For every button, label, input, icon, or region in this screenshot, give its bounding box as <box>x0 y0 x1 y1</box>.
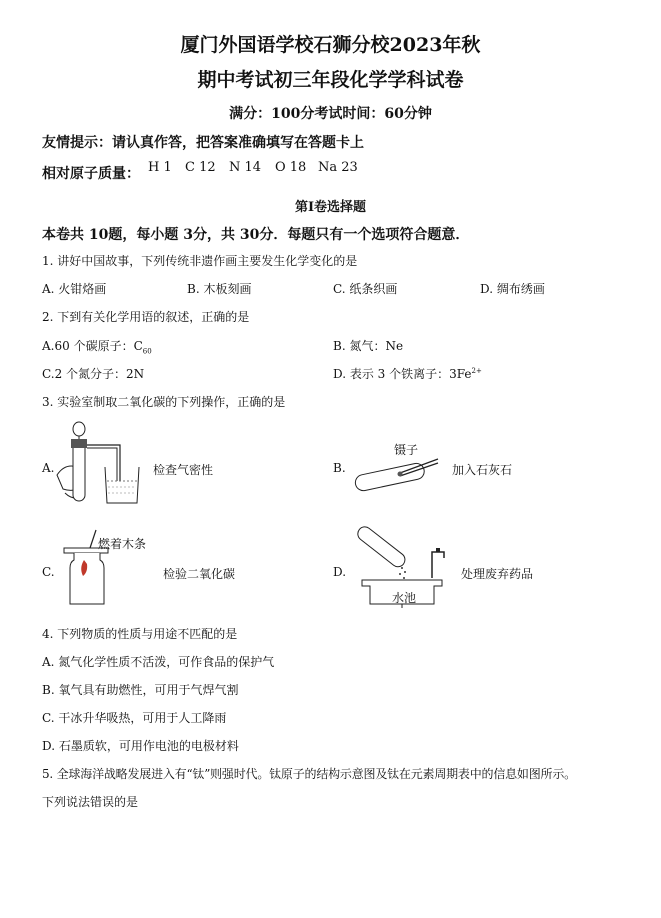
q3-option-a-label: 检查气密性 <box>153 463 214 477</box>
q3-option-d-letter: D. <box>333 565 347 579</box>
q3-option-b-label: 加入石灰石 <box>452 463 513 477</box>
exam-title-line1: 厦门外国语学校石狮分校2023年秋 <box>180 34 481 56</box>
q3-option-d-label: 处理废弃药品 <box>461 567 534 581</box>
exam-title-line2: 期中考试初三年段化学学科试卷 <box>197 69 464 91</box>
q1-option-d: D. 绸布绣画 <box>480 282 545 296</box>
sink-label: 水池 <box>392 591 417 605</box>
q3-option-a-letter: A. <box>42 461 55 475</box>
atomic-mass-c: C 12 <box>185 160 216 175</box>
q2-option-a: A.60 个碳原子：$C_{60}$ <box>42 339 152 356</box>
q1-option-b: B. 木板刻画 <box>187 282 252 296</box>
q3-stem: 3. 实验室制取二氧化碳的下列操作，正确的是 <box>42 395 286 409</box>
section-title: 第Ⅰ卷选择题 <box>294 200 367 215</box>
q2-option-b: B. 氮气：Ne <box>333 339 404 353</box>
q4-option-b: B. 氧气具有助燃性，可用于气焊气割 <box>42 683 239 697</box>
q4-option-c: C. 干冰升华吸热，可用于人工降雨 <box>42 711 227 725</box>
q2-option-c: C.2 个氮分子：2N <box>42 367 145 381</box>
atomic-mass-o: O 18 <box>275 160 307 175</box>
q2-stem: 2. 下到有关化学用语的叙述，正确的是 <box>42 310 250 324</box>
atomic-mass-label: 相对原子质量： <box>42 166 140 182</box>
q1-option-c: C. 纸条织画 <box>333 282 398 296</box>
q3-option-c-label: 检验二氧化碳 <box>163 567 236 581</box>
score-time: 满分：100分考试时间：60分钟 <box>229 106 432 122</box>
reminder: 友情提示：请认真作答，把答案准确填写在答题卡上 <box>42 135 364 151</box>
q3-option-b-letter: B. <box>333 461 346 475</box>
atomic-mass-row <box>42 163 140 183</box>
atomic-mass-h: H 1 <box>148 160 172 175</box>
atomic-mass-n: N 14 <box>229 160 262 175</box>
q5-stem-line2: 下列说法错误的是 <box>42 795 139 809</box>
q3-option-c-letter: C. <box>42 565 55 579</box>
q5-stem-line1: 5. 全球海洋战略发展进入有“钛”则强时代。钛原子的结构示意图及钛在元素周期表中的信息如图所示。 <box>42 767 576 781</box>
section-instructions: 本卷共 10题，每小题 3分，共 30分．每题只有一个选项符合题意． <box>42 227 470 243</box>
atomic-mass-na: Na 23 <box>318 160 358 175</box>
q2-option-d: D. 表示 3 个铁离子：$3Fe^{2+}$ <box>333 367 482 381</box>
airtight-check-illustration <box>55 423 155 508</box>
q4-stem: 4. 下列物质的性质与用途不匹配的是 <box>42 627 238 641</box>
tweezers-label: 镊子 <box>394 443 419 457</box>
q1-stem: 1. 讲好中国故事，下列传统非遗作画主要发生化学变化的是 <box>42 254 358 268</box>
q4-option-d: D. 石墨质软，可用作电池的电极材料 <box>42 739 239 753</box>
q1-option-a: A. 火钳烙画 <box>42 282 107 296</box>
q4-option-a: A. 氮气化学性质不活泼，可作食品的保护气 <box>42 655 275 669</box>
burning-stick-label: 燃着木条 <box>98 537 147 551</box>
